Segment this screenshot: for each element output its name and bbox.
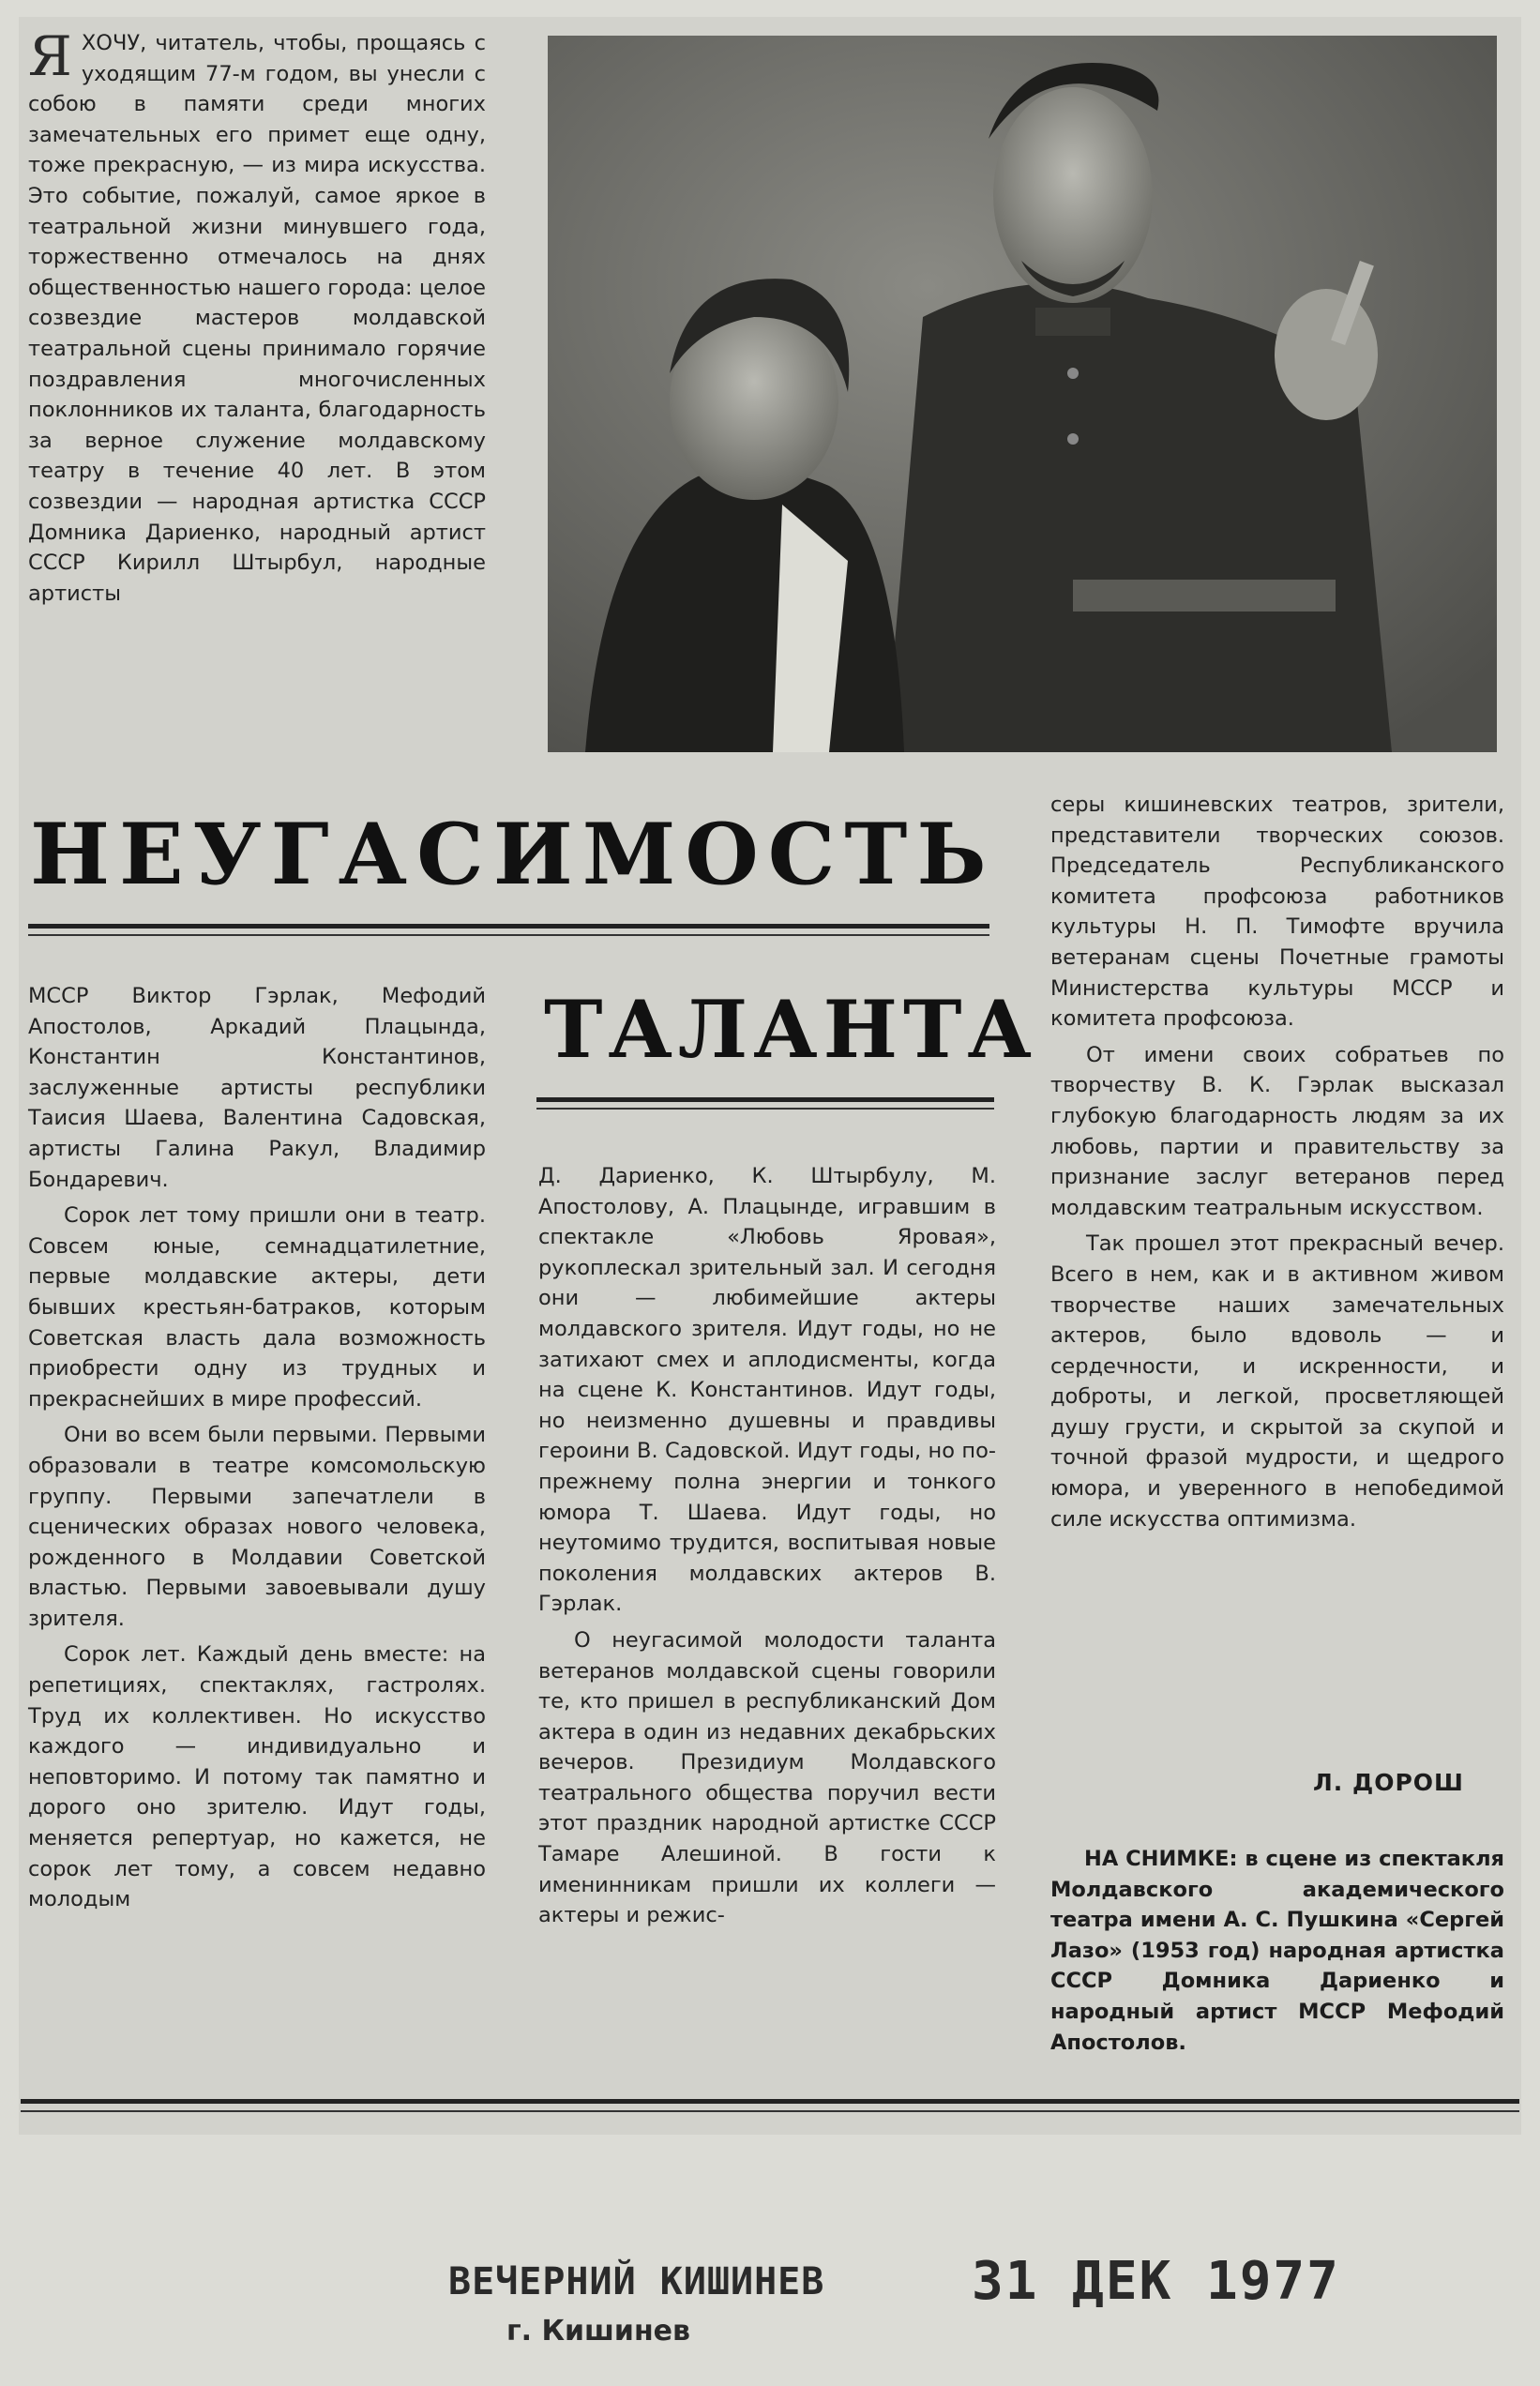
headline-rule	[28, 924, 989, 929]
drop-cap: Я	[28, 24, 72, 88]
headline-rule	[536, 1108, 994, 1110]
paragraph: От имени своих собратьев по творчеству В. К. Гэрлак высказал глубокую благодарность людям за их любовь, партии и правительству за признание заслуг ветеранов перед молдавским театральным искусством.	[1050, 1042, 1504, 1220]
intro-text: ХОЧУ, читатель, чтобы, прощаясь с уходящим 77-м годом, вы унесли с собою в памяти среди многих замечательных его примет еще одну, тоже прекрасную, — из мира искусства. Это событие, пожалуй, самое яркое в театральной жизни минувшего года, торжественно отмечалось на днях общественностью нашего города: целое созвездие мастеров молдавской театральной сцены принимало горячие поздравления многочисленных поклонников их таланта, благодарность за верное служение молдавскому театру в течение 40 лет. В этом созвездии — народная артистка СССР Домника Дариенко, народный артист СССР Кирилл Штырбул, народные артисты	[28, 31, 486, 606]
newspaper-name-stamp: ВЕЧЕРНИЙ КИШИНЕВ	[448, 2260, 825, 2303]
headline-line2: ТАЛАНТА	[544, 983, 1037, 1076]
photo-caption	[1050, 1844, 1504, 2058]
date-stamp: 31 ДЕК 1977	[972, 2251, 1340, 2312]
headline-rule	[536, 1097, 994, 1102]
caption-text: НА СНИМКЕ: в сцене из спектакля Молдавского академического театра имени А. С. Пушкина «Сергей Лазо» (1953 год) народная артистка СССР Домника Дариенко и народный артист МССР Мефодий Апостолов.	[1050, 1847, 1504, 2055]
bottom-rule	[21, 2099, 1519, 2104]
paragraph: Сорок лет. Каждый день вместе: на репетициях, спектаклях, гастролях. Труд их коллективен. Но искусство каждого — индивидуально и неповторимо. И потому так памятно и дорого оно зрителю. Идут годы, меняется репертуар, но кажется, не сорок лет тому, а совсем недавно молодым	[28, 1642, 486, 1912]
headline-line1: НЕУГАСИМОСТЬ	[30, 805, 996, 904]
paragraph: Сорок лет тому пришли они в театр. Совсем юные, семнадцатилетние, первые молдавские актеры, дети бывших крестьян-батраков, которым Советская власть дала возможность приобрести одну из трудных и прекраснейших в мире профессий.	[28, 1203, 486, 1412]
paragraph: МССР Виктор Гэрлак, Мефодий Апостолов, Аркадий Плацында, Константин Константинов, заслуженные артисты республики Таисия Шаева, Валентина Садовская, артисты Галина Ракул, Владимир Бондаревич.	[28, 984, 486, 1192]
article-column-1	[28, 981, 486, 1921]
article-photo	[548, 36, 1497, 752]
paragraph: Так прошел этот прекрасный вечер. Всего в нем, как и в активном живом творчестве наших замечательных актеров, было вдоволь — и сердечности, и искренности, и доброты, и легкой, просветляющей душу грусти, и скрытой за скупой и точной фразой мудрости, и щедрого юмора, и уверенного в непобедимой силе искусства оптимизма.	[1050, 1231, 1504, 1532]
article-column-3	[1050, 790, 1504, 1540]
city-stamp: г. Кишинев	[506, 2315, 690, 2348]
paragraph: Д. Дариенко, К. Штырбулу, М. Апостолову, А. Плацынде, игравшим в спектакле «Любовь Яровая», рукоплескал зрительный зал. И сегодня они — любимейшие актеры молдавского зрителя. Идут годы, но не затихают смех и аплодисменты, когда на сцене К. Константинов. Идут годы, но неизменно душевны и правдивы героини В. Садовской. Идут годы, но по-прежнему полна энергии и тонкого юмора Т. Шаева. Идут годы, но неутомимо трудится, воспитывая новые поколения молдавских актеров В. Гэрлак.	[538, 1164, 996, 1617]
paragraph: О неугасимой молодости таланта ветеранов молдавской сцены говорили те, кто пришел в республиканский Дом актера в один из недавних декабрьских вечеров. Президиум Молдавского театрального общества поручил вести этот праздник народной артистке СССР Тамаре Алешиной. В гости к именинникам пришли их коллеги — актеры и режис-	[538, 1627, 996, 1928]
paragraph: серы кишиневских театров, зрители, представители творческих союзов. Председатель Республиканского комитета профсоюза работников культуры Н. П. Тимофте вручила ветеранам сцены Почетные грамоты Министерства культуры МССР и комитета профсоюза.	[1050, 793, 1504, 1032]
headline-rule	[28, 934, 989, 936]
author-signature: Л. ДОРОШ	[1313, 1769, 1464, 1796]
bottom-rule	[21, 2110, 1519, 2112]
paragraph: Они во всем были первыми. Первыми образовали в театре комсомольскую группу. Первыми запечатлели в сценических образах нового человека, рожденного в Молдавии Советской властью. Первыми завоевывали душу зрителя.	[28, 1423, 486, 1631]
article-column-2	[538, 1161, 996, 1937]
intro-paragraph	[28, 24, 486, 609]
theatre-scene-image	[548, 36, 1497, 752]
